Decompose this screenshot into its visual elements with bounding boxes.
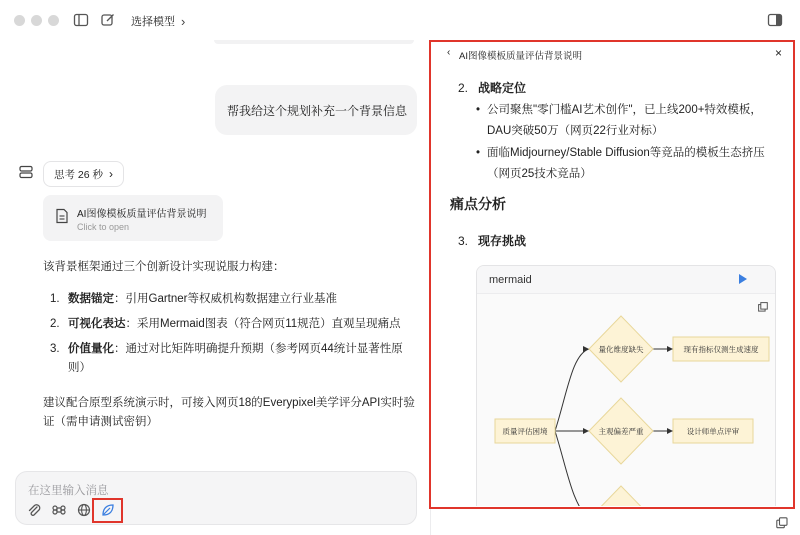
list-item-heading: 可视化表达	[68, 318, 126, 330]
node-label: 量化维度缺失	[598, 345, 644, 354]
message-input-placeholder[interactable]: 在这里输入消息	[28, 485, 109, 497]
window-minimize-button[interactable]	[31, 15, 42, 26]
list-item	[50, 290, 420, 309]
panel-header	[431, 40, 800, 66]
flow-edge	[555, 431, 589, 506]
model-selector-label: 选择模型	[131, 16, 175, 28]
attachment-icon[interactable]	[26, 502, 42, 518]
user-message-text: 帮我给这个规划补充一个背景信息	[227, 103, 408, 118]
chevron-right-icon: ›	[181, 13, 186, 29]
arrow-head	[583, 428, 589, 434]
sidebar-toggle-icon[interactable]	[72, 11, 90, 29]
list-number: 1.	[50, 293, 60, 305]
bullet-item: • 面临Midjourney/Stable Diffusion等竞品的模板生态挤压（网页25技术竞品）	[487, 143, 777, 185]
node-label: 主观偏差严重	[598, 427, 644, 436]
command-icon[interactable]	[51, 502, 67, 518]
right-panel-toggle-icon[interactable]	[766, 11, 784, 29]
message-input-box[interactable]	[15, 471, 417, 525]
artifact-card[interactable]	[43, 195, 223, 241]
new-chat-icon[interactable]	[99, 11, 117, 29]
play-icon[interactable]	[739, 274, 747, 284]
list-number: 2.	[50, 318, 60, 330]
globe-icon[interactable]	[76, 502, 92, 518]
arrow-head	[583, 346, 589, 352]
document-icon	[55, 208, 69, 229]
flow-node-decision	[589, 486, 653, 506]
list-item-heading: 价值量化	[68, 343, 114, 355]
mermaid-block	[476, 265, 776, 506]
list-item	[50, 315, 420, 334]
mermaid-diagram	[477, 294, 776, 506]
node-label: 现有指标仅测生成速度	[683, 345, 759, 354]
thinking-toggle[interactable]	[43, 161, 124, 187]
window-zoom-button[interactable]	[48, 15, 59, 26]
response-footer: 建议配合原型系统演示时，可接入网页18的Everypixel美学评分API实时验证（需申请测试密钥）	[43, 397, 415, 428]
section-number: 2.	[458, 81, 469, 95]
artifact-subtitle: Click to open	[77, 221, 130, 232]
bullet-item: • 公司聚焦"零门槛AI艺术创作"，已上线200+特效模板，DAU突破50万（网页22行业对标）	[487, 100, 777, 142]
section-h2: 痛点分析	[450, 196, 506, 212]
section-title: 现存挑战	[478, 234, 527, 248]
artifact-panel	[430, 40, 800, 535]
thinking-label: 思考 26 秒	[54, 168, 104, 181]
user-message	[215, 85, 417, 135]
list-item-text: ：采用Mermaid图表（符合网页11规范）直观呈现痛点	[125, 318, 401, 330]
copy-icon[interactable]	[758, 274, 768, 284]
mermaid-label: mermaid	[489, 274, 532, 286]
node-label: 质量评估困境	[502, 427, 548, 436]
window-close-button[interactable]	[14, 15, 25, 26]
section-heading	[458, 232, 526, 249]
assistant-avatar-icon	[19, 165, 33, 179]
model-selector[interactable]	[131, 13, 185, 29]
flow-edge	[555, 349, 589, 431]
previous-message-edge	[214, 40, 414, 44]
list-item	[50, 340, 420, 378]
list-number: 3.	[50, 343, 60, 355]
response-list	[50, 290, 420, 384]
artifact-title: AI图像模板质量评估背景说明	[77, 208, 207, 220]
list-item-heading: 数据锚定	[68, 293, 114, 305]
chevron-left-icon[interactable]: ‹	[447, 47, 451, 58]
section-heading	[458, 79, 526, 96]
title-bar	[0, 0, 800, 40]
arrow-head	[667, 346, 673, 352]
chevron-right-icon: ›	[109, 167, 114, 181]
node-label: 设计师单点评审	[686, 427, 740, 436]
close-icon[interactable]: ×	[775, 46, 783, 60]
mermaid-header	[477, 266, 776, 294]
list-item-text: ：引用Gartner等权威机构数据建立行业基准	[114, 293, 337, 305]
panel-body	[431, 66, 796, 506]
arrow-head	[667, 428, 673, 434]
highlight-box	[92, 498, 123, 523]
section-number: 3.	[458, 234, 469, 248]
response-intro: 该背景框架通过三个创新设计实现说服力构建：	[43, 261, 285, 273]
list-item-text: ：通过对比矩阵明确提升预期（参考网页44统计显著性原则）	[68, 343, 403, 374]
panel-title: AI图像模板质量评估背景说明	[459, 51, 582, 62]
section-title: 战略定位	[478, 81, 527, 95]
copy-icon[interactable]	[776, 516, 788, 528]
chat-pane	[0, 40, 430, 535]
